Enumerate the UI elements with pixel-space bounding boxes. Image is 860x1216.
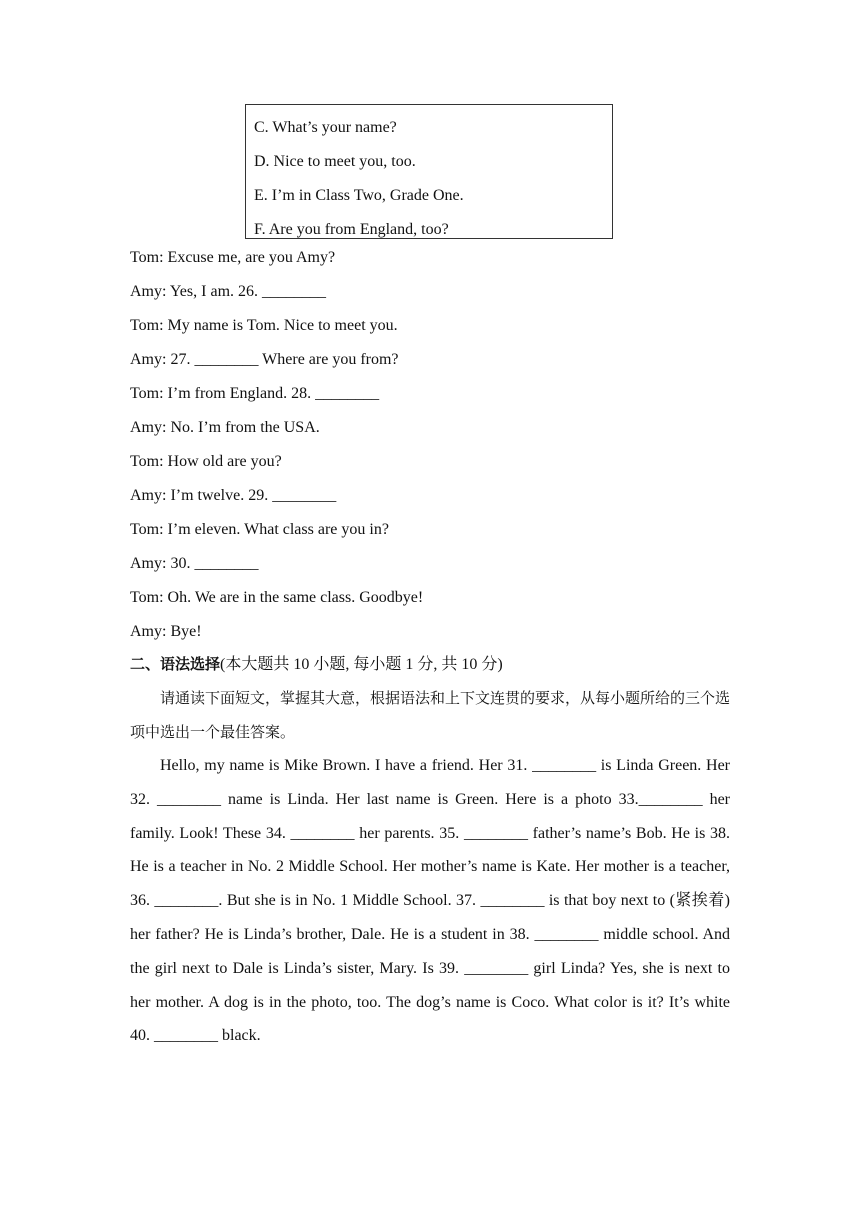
option-e: E. I’m in Class Two, Grade One. [254, 187, 464, 204]
dialogue [130, 241, 730, 649]
dialogue-line: Tom: Oh. We are in the same class. Goodbye! [130, 589, 424, 606]
answer-options-box [245, 104, 613, 239]
dialogue-line: Tom: Excuse me, are you Amy? [130, 249, 336, 266]
dialogue-line: Amy: Bye! [130, 623, 202, 640]
dialogue-line: Tom: How old are you? [130, 453, 282, 470]
section-heading: 二、语法选择 [130, 655, 221, 673]
dialogue-line: Amy: Yes, I am. 26. ________ [130, 283, 327, 300]
dialogue-line: Amy: I’m twelve. 29. ________ [130, 487, 337, 504]
section-rule: (本大题共 10 小题, 每小题 1 分, 共 10 分) [220, 656, 503, 673]
dialogue-line: Tom: I’m eleven. What class are you in? [130, 521, 389, 538]
dialogue-line: Amy: No. I’m from the USA. [130, 419, 320, 436]
dialogue-line: Tom: I’m from England. 28. ________ [130, 385, 380, 402]
dialogue-line: Amy: 30. ________ [130, 555, 259, 572]
dialogue-line: Tom: My name is Tom. Nice to meet you. [130, 317, 398, 334]
option-d: D. Nice to meet you, too. [254, 153, 416, 170]
section-instruction: 请通读下面短文，掌握其大意，根据语法和上下文连贯的要求，从每小题所给的三个选项中选出一个最佳答案。 [130, 689, 731, 741]
option-c: C. What’s your name? [254, 119, 397, 136]
section-title [130, 647, 503, 682]
option-f: F. Are you from England, too? [254, 221, 449, 238]
reading-passage: Hello, my name is Mike Brown. I have a friend. Her 31. ________ is Linda Green. Her 32. ________ name is Linda. Her last name is Green. Here is a photo 33.________ her family. Look! These 34. ________ her parents. 35. ________ father’s name’s Bob. He is 38. He is a teacher in No. 2 Middle School. Her mother’s name is Kate. Her mother is a teacher, 36. ________. But she is in No. 1 Middle School. 37. ________ is that boy next to (紧挨着) her father? He is Linda’s brother, Dale. He is a student in 38. ________ middle school. And the girl next to Dale is Linda’s sister, Mary. Is 39. ________ girl Linda? Yes, she is next to her mother. A dog is in the photo, too. The dog’s name is Coco. What color is it? It’s white 40. ________ black. [130, 757, 730, 1045]
dialogue-line: Amy: 27. ________ Where are you from? [130, 351, 399, 368]
